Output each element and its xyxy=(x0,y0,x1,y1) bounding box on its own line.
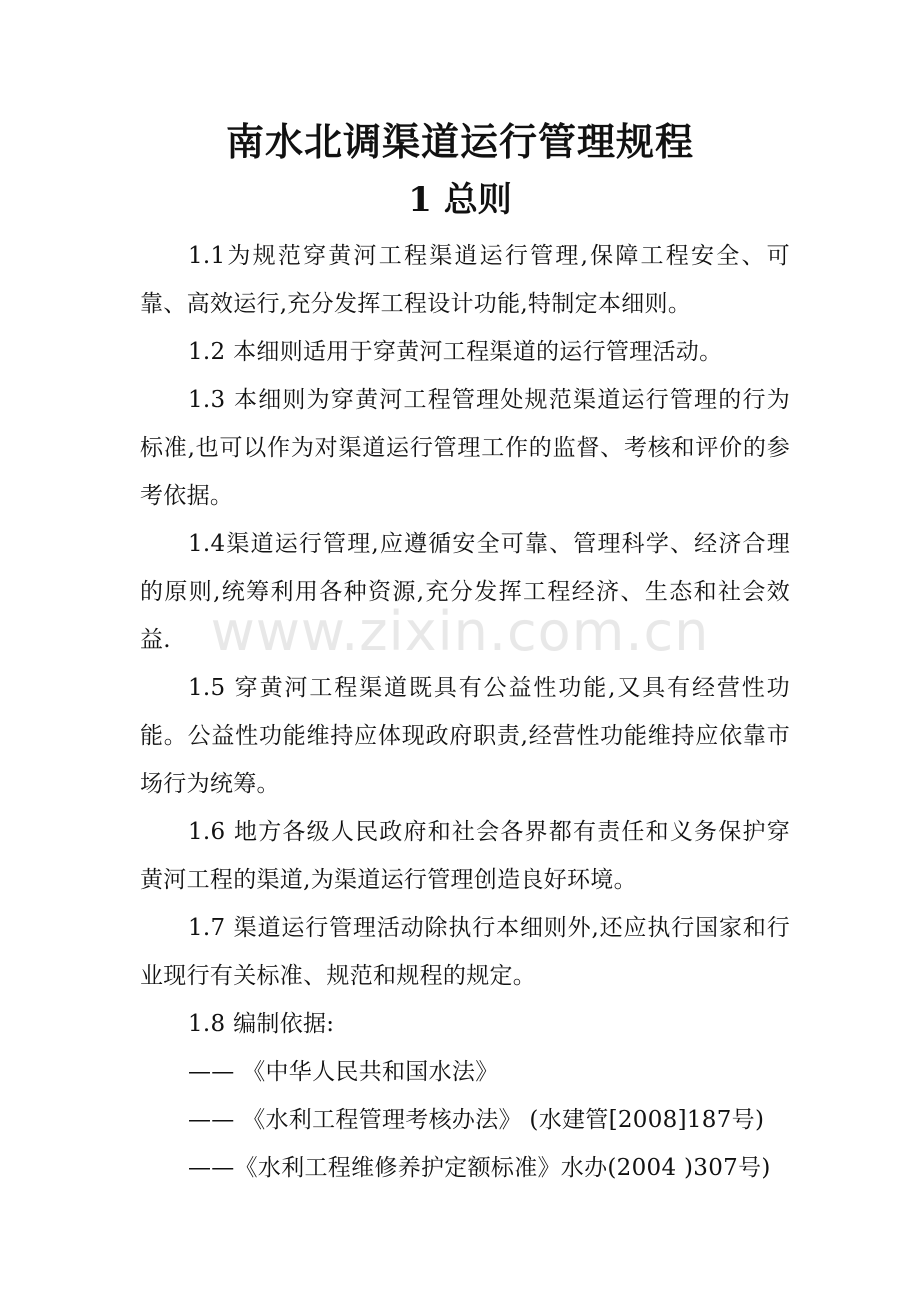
document-body xyxy=(140,232,790,1192)
watermark: www.zixin.com.cn xyxy=(210,600,710,663)
reference-assessment-method: —— 《水利工程管理考核办法》 (水建管[2008]187号) xyxy=(188,1107,765,1133)
paragraph-1-7: 1.7 渠道运行管理活动除执行本细则外,还应执行国家和行业现行有关标准、规范和规程的规定。 xyxy=(140,915,790,989)
paragraph-1-1: 1.1为规范穿黄河工程渠逍运行管理,保障工程安全、可靠、高效运行,充分发挥工程设计功能,特制定本细则。 xyxy=(140,243,790,317)
paragraph-1-2: 1.2 本细则适用于穿黄河工程渠道的运行管理活动。 xyxy=(188,339,723,365)
paragraph-1-6: 1.6 地方各级人民政府和社会各界都有责任和义务保护穿黄河工程的渠道,为渠道运行管理创造良好环境。 xyxy=(140,819,790,893)
paragraph-1-5: 1.5 穿黄河工程渠道既具有公益性功能,又具有经营性功能。公益性功能维持应体现政府职责,经营性功能维持应依靠市场行为统筹。 xyxy=(140,675,790,797)
paragraph-1-3: 1.3 本细则为穿黄河工程管理处规范渠道运行管理的行为标准,也可以作为对渠道运行管理工作的监督、考核和评价的参考依据。 xyxy=(140,387,790,509)
section-heading: 1 总则 xyxy=(408,180,512,220)
document-title: 南水北调渠道运行管理规程 xyxy=(225,119,694,164)
reference-water-law: —— 《中华人民共和国水法》 xyxy=(188,1059,499,1085)
reference-maintenance-standard: ——《水利工程维修养护定额标准》水办(2004 )307号) xyxy=(188,1155,771,1181)
paragraph-1-8: 1.8 编制依据: xyxy=(188,1011,335,1037)
paragraph-1-4: 1.4渠道运行管理,应遵循安全可靠、管理科学、经济合理的原则,统筹利用各种资源,充分发挥工程经济、生态和社会效益. xyxy=(140,531,790,653)
